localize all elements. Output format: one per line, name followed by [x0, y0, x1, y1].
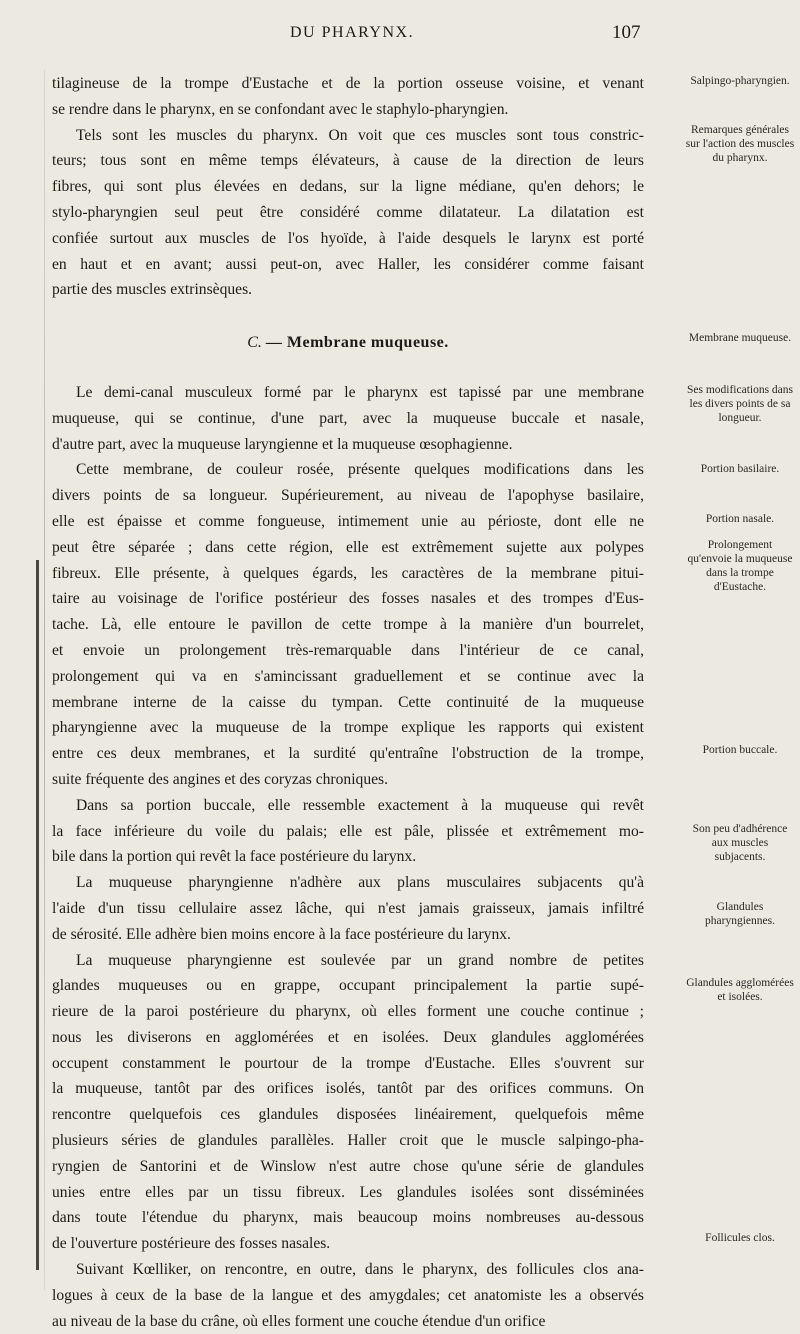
text-line: divers points de sa longueur. Supérieurement, au niveau de l'apophyse basilaire, [52, 487, 644, 505]
text-line: Cette membrane, de couleur rosée, présente quelques modifications dans les [76, 461, 644, 479]
section-heading [52, 330, 644, 356]
page-number: 107 [612, 22, 641, 43]
margin-note-membrane: Membrane muqueuse. [688, 332, 792, 344]
text-line: dans toute l'étendue du pharynx, mais beaucoup moins nombreuses au-dessous [52, 1209, 644, 1227]
text-line: de sérosité. Elle adhère bien moins encore à la face postérieure du larynx. [52, 925, 511, 943]
text-line: La muqueuse pharyngienne n'adhère aux plans musculaires subjacents qu'à [76, 874, 644, 892]
text-line: en haut et en avant; aussi peut-on, avec Haller, les considérer comme faisant [52, 255, 644, 273]
margin-note-nasale: Portion nasale. [705, 513, 775, 525]
text-line: ryngien de Santorini et de Winslow n'est autre chose qu'une série de glandules [52, 1157, 644, 1175]
text-line: membrane interne de la caisse du tympan. Cette continuité de la muqueuse [52, 693, 644, 711]
text-line: au niveau de la base du crâne, où elles forment une couche étendue d'un orifice [52, 1312, 546, 1330]
margin-note-agglomerees: Glandules agglomérées et isolées. [686, 977, 794, 1003]
page-header [0, 22, 800, 52]
paragraph-top [52, 71, 644, 303]
binding-edge-mark [36, 560, 39, 1270]
margin-note-remarques: Remarques générales sur l'action des muscles du pharynx. [685, 124, 795, 164]
text-line: Dans sa portion buccale, elle ressemble exactement à la muqueuse qui revêt [76, 796, 644, 814]
text-line: la face inférieure du voile du palais; elle est pâle, plissée et extrêmement mo- [52, 822, 644, 840]
text-line: unies entre elles par un tissu fibreux. Les glandules isolées sont disséminées [52, 1183, 644, 1201]
text-line: La muqueuse pharyngienne est soulevée par un grand nombre de petites [76, 951, 644, 969]
margin-note-basilaire: Portion basilaire. [700, 463, 780, 475]
margin-note-prolongement: Prolongement qu'envoie la muqueuse dans la trompe d'Eustache. [687, 539, 793, 593]
text-line: partie des muscles extrinsèques. [52, 281, 253, 299]
text-line: Le demi-canal musculeux formé par le pharynx est tapissé par une membrane [76, 383, 644, 401]
text-line: taire au voisinage de l'orifice postérieur des fosses nasales et des trompes d'Eus- [52, 590, 644, 608]
text-line: tache. Là, elle entoure le pavillon de cette trompe à la manière d'un bourrelet, [52, 616, 644, 634]
text-line: la muqueuse, tantôt par des orifices isolés, tantôt par des orifices communs. On [52, 1080, 644, 1098]
margin-note-salpingo: Salpingo-pharyngien. [690, 75, 790, 87]
text-line: se rendre dans le pharynx, en se confondant avec le staphylo-pharyngien. [52, 100, 509, 118]
text-line: teurs; tous sont en même temps élévateurs, à cause de la direction de leurs [52, 152, 644, 170]
main-text [52, 71, 644, 1334]
text-line: d'autre part, avec la muqueuse laryngienne et la muqueuse œsophagienne. [52, 435, 513, 453]
text-line: muqueuse, qui se continue, d'une part, avec la muqueuse buccale et nasale, [52, 409, 644, 427]
running-title: DU PHARYNX. [290, 24, 415, 41]
text-line: confiée surtout aux muscles de l'os hyoïde, à l'aide desquels le larynx est porté [52, 229, 644, 247]
text-line: plusieurs séries de glandules parallèles. Haller croit que le muscle salpingo-pha- [52, 1132, 644, 1150]
section-title: — Membrane muqueuse. [265, 334, 449, 352]
text-line: prolongement qui va en s'amincissant graduellement et se continue avec la [52, 667, 644, 685]
text-line: stylo-pharyngien seul peut être considéré comme dilatateur. La dilatation est [52, 203, 644, 221]
text-line: nous les diviserons en agglomérées et en isolées. Deux glandules agglomérées [52, 1028, 644, 1046]
text-line: entre ces deux membranes, et la surdité qu'entraîne l'obstruction de la trompe, [52, 745, 644, 763]
page-gutter-shadow [44, 70, 45, 1290]
text-line: fibres, qui sont plus élevées en dedans, sur la ligne médiane, qu'en dehors; le [52, 178, 644, 196]
margin-note-glandules: Glandules pharyngiennes. [705, 901, 775, 927]
margin-note-modifications: Ses modifications dans les divers points de sa longueur. [686, 384, 794, 424]
text-line: rencontre quelquefois ces glandules disposées linéairement, quelquefois même [52, 1106, 644, 1124]
margin-note-buccale: Portion buccale. [702, 744, 778, 756]
text-line: elle est épaisse et comme fongueuse, intimement unie au périoste, dont elle ne [52, 512, 644, 530]
text-line: et envoie un prolongement très-remarquable dans l'intérieur de ce canal, [52, 641, 644, 659]
text-line: peut être séparée ; dans cette région, elle est extrêmement sujette aux polypes [52, 538, 644, 556]
margin-note-adherence: Son peu d'adhérence aux muscles subjacents. [692, 823, 788, 863]
text-line: logues à ceux de la base de la langue et des amygdales; cet anatomiste les a observés [52, 1286, 644, 1304]
text-line: tilagineuse de la trompe d'Eustache et de la portion osseuse voisine, et venant [52, 75, 644, 92]
text-line: rieure de la paroi postérieure du pharynx, où elles forment une couche continue ; [52, 1003, 644, 1021]
text-line: glandes muqueuses ou en grappe, occupant principalement la partie supé- [52, 977, 644, 995]
text-line: l'aide d'un tissu cellulaire assez lâche, qui n'est jamais graisseux, jamais infiltré [52, 899, 644, 917]
text-line: Suivant Kœlliker, on rencontre, en outre, dans le pharynx, des follicules clos ana- [76, 1261, 644, 1279]
paragraph-bottom [52, 380, 644, 1334]
text-line: suite fréquente des angines et des coryzas chroniques. [52, 770, 389, 788]
text-line: occupent constamment le pourtour de la trompe d'Eustache. Elles s'ouvrent sur [52, 1054, 644, 1072]
text-line: de l'ouverture postérieure des fosses nasales. [52, 1235, 331, 1253]
text-line: bile dans la portion qui revêt la face postérieure du larynx. [52, 848, 417, 866]
text-line: fibreux. Elle présente, à quelques égards, les caractères de la membrane pitui- [52, 564, 644, 582]
section-letter: C. [247, 334, 262, 352]
text-line: pharyngienne avec la muqueuse de la trompe explique les rapports qui existent [52, 719, 644, 737]
margin-note-follicules: Follicules clos. [705, 1232, 775, 1244]
text-line: Tels sont les muscles du pharynx. On voit que ces muscles sont tous constric- [76, 126, 644, 144]
